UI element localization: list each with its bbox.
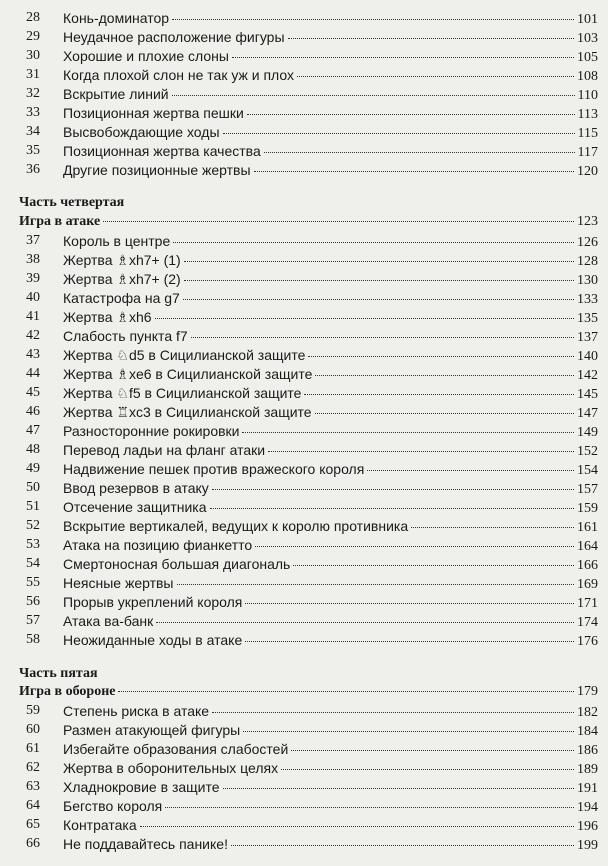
toc-entry: 41 Жертва ♗xh6 135 [26,309,598,326]
toc-entry: 46 Жертва ♖xc3 в Сицилианской защите 147 [26,404,598,421]
toc-entry: 57 Атака ва-банк 174 [26,613,598,630]
toc-entry: 53 Атака на позицию фианкетто 164 [26,537,598,554]
toc-entry: 44 Жертва ♗xe6 в Сицилианской защите 142 [26,366,598,383]
toc-entry: 54 Смертоносная большая диагональ 166 [26,556,598,573]
toc-entry: 32 Вскрытие линий 110 [26,86,598,103]
toc-entry: 29 Неудачное расположение фигуры 103 [26,29,598,46]
toc-entry: 38 Жертва ♗xh7+ (1) 128 [26,252,598,269]
toc-entry: 39 Жертва ♗xh7+ (2) 130 [26,271,598,288]
section-title: Игра в атаке 123 [19,214,598,229]
toc-entry: 33 Позиционная жертва пешки 113 [26,105,598,122]
toc-entry: 28 Конь-доминатор 101 [26,10,598,27]
toc-entry: 43 Жертва ♘d5 в Сицилианской защите 140 [26,347,598,364]
toc-entry: 42 Слабость пункта f7 137 [26,328,598,345]
toc-entry: 50 Ввод резервов в атаку 157 [26,480,598,497]
toc-entry: 60 Размен атакующей фигуры 184 [26,722,598,739]
toc-entry: 36 Другие позиционные жертвы 120 [26,162,598,179]
toc-entry: 47 Разносторонние рокировки 149 [26,423,598,440]
toc-entry: 62 Жертва в оборонительных целях 189 [26,760,598,777]
toc-entry: 37 Король в центре 126 [26,233,598,250]
section-title: Игра в обороне 179 [19,684,598,699]
toc-entry: 35 Позиционная жертва качества 117 [26,143,598,160]
toc-entry: 64 Бегство короля 194 [26,798,598,815]
toc-entry: 63 Хладнокровие в защите 191 [26,779,598,796]
toc-entry: 59 Степень риска в атаке 182 [26,703,598,720]
toc-entry: 31 Когда плохой слон не так уж и плох 108 [26,67,598,84]
toc-entry: 61 Избегайте образования слабостей 186 [26,741,598,758]
toc-entry: 34 Высвобождающие ходы 115 [26,124,598,141]
toc-entry: 51 Отсечение защитника 159 [26,499,598,516]
toc-entry: 58 Неожиданные ходы в атаке 176 [26,632,598,649]
toc-entry: 40 Катастрофа на g7 133 [26,290,598,307]
toc-entry: 52 Вскрытие вертикалей, ведущих к королю противника 161 [26,518,598,535]
toc-entry: 66 Не поддавайтесь панике! 199 [26,836,598,853]
toc-entry: 48 Перевод ладьи на фланг атаки 152 [26,442,598,459]
toc-entry: 30 Хорошие и плохие слоны 105 [26,48,598,65]
toc-entry: 45 Жертва ♘f5 в Сицилианской защите 145 [26,385,598,402]
part-heading: Часть пятая [19,666,98,681]
toc-entry: 65 Контратака 196 [26,817,598,834]
toc-entry: 56 Прорыв укреплений короля 171 [26,594,598,611]
toc-entry: 49 Надвижение пешек против вражеского короля 154 [26,461,598,478]
toc-entry: 55 Неясные жертвы 169 [26,575,598,592]
part-heading: Часть четвертая [19,195,125,210]
